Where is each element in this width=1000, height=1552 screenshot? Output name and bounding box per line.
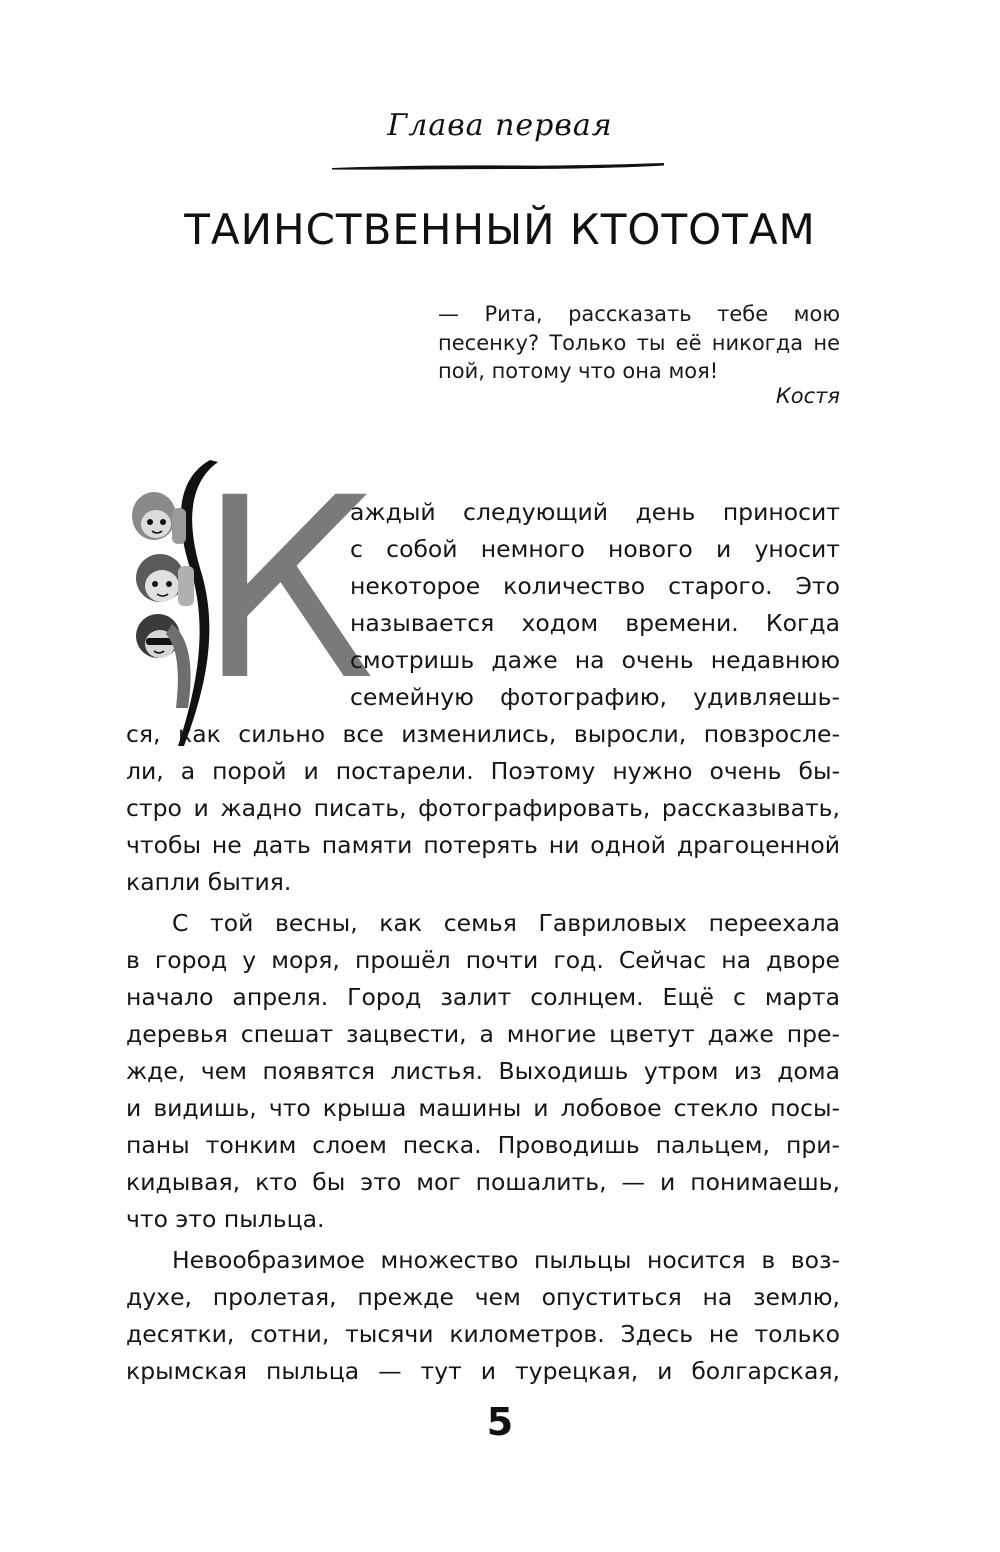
text-line: с собой немного нового и уносит xyxy=(350,535,840,563)
text-line: семейную фотографию, удивляешь- xyxy=(350,683,840,711)
text-line: что это пыльца. xyxy=(126,1205,325,1233)
drop-cap-letter: К xyxy=(198,444,376,735)
epigraph-author: Костя xyxy=(775,384,840,408)
text-line: кидывая, кто бы это мог пошалить, — и понимаешь, xyxy=(126,1168,840,1196)
text-line: стро и жадно писать, фотографировать, рассказывать, xyxy=(126,794,840,822)
text-line: начало апреля. Город залит солнцем. Ещё с марта xyxy=(126,983,840,1011)
text-line: в город у моря, прошёл почти год. Сейчас на дворе xyxy=(126,946,840,974)
text-line: духе, пролетая, прежде чем опуститься на землю, xyxy=(126,1283,840,1311)
page-number: 5 xyxy=(486,1400,514,1444)
text-line: крымская пыльца — тут и турецкая, и болгарская, xyxy=(126,1357,840,1385)
chapter-label: Глава первая xyxy=(387,108,613,143)
text-line: С той весны, как семья Гавриловых переехала xyxy=(172,909,840,937)
epigraph-line: песенку? Только ты её никогда не xyxy=(438,330,840,355)
text-line: некоторое количество старого. Это xyxy=(350,572,840,600)
text-line: и видишь, что крыша машины и лобовое стекло посы- xyxy=(126,1094,840,1122)
chapter-divider xyxy=(330,160,666,174)
text-line: ли, а порой и постарели. Поэтому нужно очень бы- xyxy=(126,757,840,785)
text-line: паны тонким слоем песка. Проводишь пальцем, при- xyxy=(126,1131,840,1159)
chapter-title: ТАИНСТВЕННЫЙ КТОТОТАМ xyxy=(184,205,816,254)
text-line: капли бытия. xyxy=(126,868,292,896)
body-text xyxy=(126,494,840,1390)
epigraph-line: пой, потому что она моя! xyxy=(438,359,719,383)
epigraph-line: — Рита, рассказать тебе мою xyxy=(438,302,840,326)
text-line: смотришь даже на очень недавнюю xyxy=(350,646,840,674)
text-line: жде, чем появятся листья. Выходишь утром из дома xyxy=(126,1057,840,1085)
text-line: ся, как сильно все изменились, выросли, повзросле- xyxy=(126,720,840,748)
text-line: называется ходом времени. Когда xyxy=(350,609,840,637)
text-line: десятки, сотни, тысячи километров. Здесь не только xyxy=(126,1320,840,1348)
text-line: чтобы не дать памяти потерять ни одной драгоценной xyxy=(126,831,840,859)
text-line: деревья спешат зацвести, а многие цветут даже пре- xyxy=(126,1020,840,1048)
text-line: Невообразимое множество пыльцы носится в воз- xyxy=(172,1246,840,1274)
epigraph xyxy=(438,300,840,386)
text-line: аждый следующий день приносит xyxy=(350,498,840,526)
